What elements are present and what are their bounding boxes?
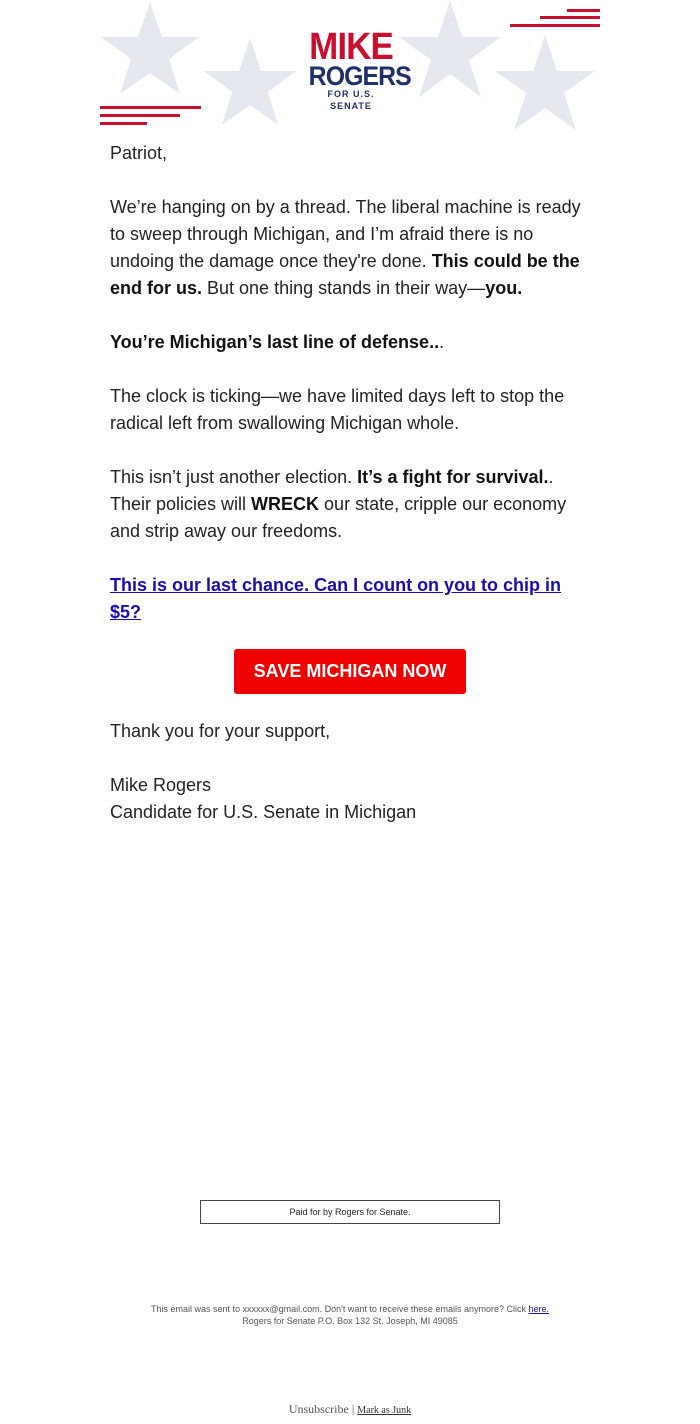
sent-to-line (0, 1303, 700, 1315)
sent-to-text: This email was sent to xxxxxx@gmail.com. Don't want to receive these emails anymore? Click (150, 1304, 529, 1314)
thanks-line: Thank you for your support, (110, 721, 331, 741)
bold-text: This could be the end for us. (110, 251, 580, 298)
star-icon (101, 2, 199, 94)
logo-first-name: MIKE (309, 26, 393, 68)
bold-text: WRECK (251, 494, 320, 514)
paragraph-survival (110, 464, 590, 545)
mark-as-junk-link[interactable]: Mark as Junk (357, 1405, 412, 1416)
star-icon (495, 35, 595, 130)
unsubscribe-here-link[interactable]: here. (528, 1304, 549, 1314)
signature-name: Mike Rogers (110, 775, 212, 795)
text: our state, cripple our economy and strip away our freedoms. (110, 494, 567, 541)
email-footer (0, 1303, 700, 1327)
text: But one thing stands in their way— (202, 278, 486, 298)
bold-text: It’s a fight for survival. (357, 467, 549, 487)
text: . Their policies will (110, 467, 554, 514)
email-header-banner (100, 0, 600, 130)
stripe (100, 114, 180, 117)
unsubscribe-link[interactable]: Unsubscribe (288, 1402, 349, 1416)
bold-text: You’re Michigan’s last line of defense.. (110, 332, 440, 352)
bottom-links (0, 1402, 700, 1417)
star-icon (204, 38, 296, 125)
chip-in-link[interactable]: This is our last chance. Can I count on you to chip in $5? (110, 575, 562, 622)
text: . (439, 332, 445, 352)
mailing-address: Rogers for Senate P.O. Box 132 St. Joseph, MI 49085 (242, 1316, 458, 1326)
link-separator: | (351, 1402, 355, 1416)
campaign-logo (305, 26, 411, 112)
logo-last-name: ROGERS (308, 61, 411, 91)
button-container (110, 649, 590, 694)
stripe (567, 9, 600, 12)
text: We’re hanging on by a thread. The liberal machine is ready to sweep through Michigan, and I’m afraid there is no undoing the damage once they're done. (110, 197, 581, 271)
paid-for-disclaimer: Paid for by Rogers for Senate. (200, 1200, 500, 1224)
stripe (510, 24, 600, 27)
signature (110, 772, 590, 826)
text: This isn’t just another election. (110, 467, 358, 487)
stripe (100, 106, 201, 109)
star-icon (399, 0, 501, 97)
stripe (100, 122, 147, 125)
paragraph-defense (110, 329, 590, 356)
paragraph-clock: The clock is ticking—we have limited days left to stop the radical left from swallowing Michigan whole. (110, 386, 565, 433)
greeting: Patriot, (110, 143, 168, 163)
cta-paragraph (110, 572, 590, 626)
signature-title: Candidate for U.S. Senate in Michigan (110, 802, 417, 822)
logo-tagline: FOR U.S. SENATE (327, 89, 375, 111)
save-michigan-button[interactable]: SAVE MICHIGAN NOW (234, 649, 467, 694)
paragraph-intro (110, 194, 590, 302)
email-body (110, 140, 590, 853)
stripe (540, 16, 600, 19)
bold-text: you. (485, 278, 523, 298)
